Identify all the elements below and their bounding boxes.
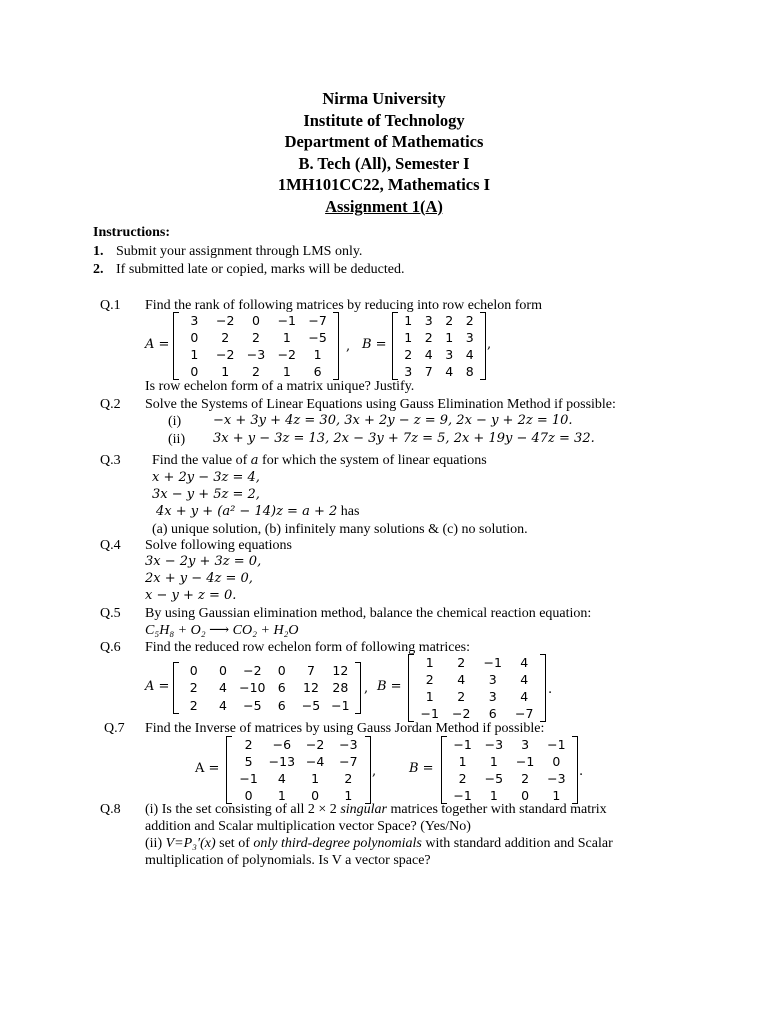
separator: , [487,337,492,352]
matrix-cell: 1 [489,754,498,769]
assignment-title: Assignment 1(A) [325,196,443,216]
matrix-cell: 0 [219,663,227,678]
matrix-cell: 3 [404,364,413,379]
matrix-label: A = [145,337,170,352]
instruction-text: If submitted late or copied, marks will be deducted. [116,262,405,277]
matrix-cell: 0 [190,364,199,379]
department-name: Department of Mathematics [284,132,484,151]
equation: −x + 3y + 4z = 30, 3x + 2y − z = 9, 2x − y + 2z = 10. [213,413,573,428]
matrix-cell: 4 [465,347,474,362]
instructions-title: Instructions: [93,225,171,240]
matrix-cell: 1 [311,771,320,786]
matrix-cell: −3 [339,737,358,752]
matrix-cell: 3 [465,330,474,345]
matrix-cell: 3 [445,347,454,362]
matrix-cell: 6 [277,680,286,696]
institute-name: Institute of Technology [303,110,465,130]
programme-name: B. Tech (All), Semester I [298,153,470,173]
matrix-cell: 0 [311,788,320,803]
question-number: Q.1 [100,298,121,313]
matrix-cell: −1 [453,737,472,752]
matrix-label: B = [409,761,434,776]
question-text-continued: multiplication of polynomials. Is V a vector space? [145,853,431,868]
matrix-cell: 5 [244,754,253,769]
matrix-cell: 2 [457,655,466,670]
matrix-cell: −4 [305,754,325,769]
equation: 3x − y + 5z = 2, [152,487,260,502]
matrix-cell: 1 [404,330,413,345]
matrix-cell: −2 [277,347,296,362]
matrix-cell: 2 [189,680,198,696]
matrix-cell: −2 [243,663,262,678]
matrix-cell: −2 [215,313,235,328]
question-number: Q.7 [104,721,125,736]
matrix-cell: 1 [489,788,498,803]
university-name: Nirma University [322,89,446,108]
matrix-cell: −1 [277,313,296,328]
matrix-cell: 4 [219,680,227,696]
matrix-cell: −5 [243,697,262,713]
matrix-cell: 0 [244,788,253,803]
matrix-cell: −5 [484,771,504,786]
instruction-text: Submit your assignment through LMS only. [116,244,363,259]
question-text-continued: addition and Scalar multiplication vector Space? (Yes/No) [145,819,471,834]
matrix-cell: 2 [252,330,260,345]
matrix-b [392,312,486,380]
matrix-b [441,736,578,804]
matrix-cell: 4 [445,364,454,379]
question-number: Q.3 [100,453,121,468]
matrix-cell: 3 [424,313,433,328]
matrix-cell: 1 [445,330,454,345]
matrix-cell: 6 [313,364,322,379]
matrix-cell: 3 [488,672,497,687]
matrix-cell: 4 [520,655,529,670]
question-text: Find the rank of following matrices by reducing into row echelon form [145,298,542,313]
question-number: Q.6 [100,640,121,655]
matrix-cell: −2 [215,347,235,362]
matrix-cell: −1 [239,771,258,786]
matrix-a [226,736,371,804]
course-name: 1MH101CC22, Mathematics I [277,175,491,194]
matrix-cell: 4 [277,771,286,786]
separator: . [548,682,553,697]
matrix-label: A = [145,679,170,694]
matrix-a [173,312,339,380]
matrix-cell: −3 [484,737,504,752]
matrix-cell: 4 [457,672,466,687]
matrix-cell: 2 [521,771,530,786]
separator: , [346,339,351,354]
matrix-label: B = [377,679,402,694]
matrix-a [173,662,361,714]
matrix-cell: 2 [445,313,454,328]
matrix-cell: −3 [246,347,266,362]
matrix-cell: 2 [189,697,198,713]
separator: , [364,681,369,696]
question-followup: Is row echelon form of a matrix unique? Justify. [145,379,415,394]
question-number: Q.4 [100,538,121,553]
matrix-cell: 2 [244,737,253,752]
matrix-cell: 3 [190,313,199,328]
matrix-cell: 2 [465,313,474,328]
question-text: Find the value of a for which the system of linear equations [152,453,487,468]
part-label: (i) [168,414,182,429]
matrix-cell: 6 [488,706,497,721]
matrix-cell: 2 [458,771,467,786]
matrix-cell: 28 [332,680,349,696]
matrix-cell: 0 [521,788,530,803]
question-number: Q.5 [100,606,121,621]
chemical-equation: C₅H₈ + O₂ ⟶ CO₂ + H₂O [145,623,299,638]
matrix-label: B = [362,337,387,352]
matrix-cell: 0 [277,663,286,678]
separator: . [579,764,584,779]
matrix-cell: −1 [453,788,472,803]
matrix-cell: 1 [221,364,230,379]
matrix-cell: 4 [520,689,529,704]
equation: 2x + y − 4z = 0, [145,571,253,586]
matrix-cell: 12 [332,663,349,678]
matrix-cell: −13 [268,754,296,769]
matrix-cell: 7 [424,364,433,379]
matrix-cell: 0 [189,663,198,678]
matrix-cell: 2 [425,672,434,687]
document-header [0,88,768,217]
matrix-cell: −1 [483,655,502,670]
matrix-cell: 4 [520,672,529,687]
matrix-cell: 1 [425,655,434,670]
matrix-cell: −1 [331,697,350,713]
matrix-cell: −1 [515,754,535,769]
matrix-cell: 1 [552,788,561,803]
question-text: Solve the Systems of Linear Equations using Gauss Elimination Method if possible: [145,397,616,412]
matrix-cell: −2 [452,706,471,721]
matrix-cell: 12 [303,680,319,696]
matrix-cell: 3 [488,689,497,704]
answer-options: (a) unique solution, (b) infinitely many solutions & (c) no solution. [152,522,528,537]
matrix-cell: 2 [252,364,260,379]
matrix-cell: 1 [190,347,199,362]
matrix-cell: 1 [282,364,291,379]
equation-line: 4x + y + (a² − 14)z = a + 2 has [156,504,360,519]
matrix-label: A = [195,761,220,776]
matrix-cell: 0 [552,754,561,769]
question-text: Solve following equations [145,538,292,553]
matrix-cell: −7 [515,706,534,721]
matrix-cell: 2 [424,330,433,345]
matrix-cell: −5 [308,330,327,345]
equation: x − y + z = 0. [145,588,237,603]
matrix-cell: −2 [305,737,325,752]
matrix-cell: −1 [547,737,566,752]
matrix-cell: 3 [521,737,530,752]
matrix-cell: 0 [252,313,260,328]
instruction-number: 1. [93,244,104,259]
question-text: Find the Inverse of matrices by using Gauss Jordan Method if possible: [145,721,545,736]
matrix-cell: −5 [301,697,321,713]
question-text: (ii) V=P₃′(x) set of only third-degree polynomials with standard addition and Scalar [145,836,613,851]
question-text: By using Gaussian elimination method, balance the chemical reaction equation: [145,606,592,621]
matrix-cell: 1 [404,313,413,328]
matrix-cell: 2 [457,689,466,704]
matrix-cell: −7 [339,754,358,769]
equation: 3x − 2y + 3z = 0, [145,554,262,569]
question-text: (i) Is the set consisting of all 2 × 2 singular matrices together with standard matrix [145,802,607,817]
matrix-cell: 8 [465,364,474,379]
matrix-cell: −3 [547,771,566,786]
matrix-cell: −10 [239,680,266,696]
matrix-b [408,654,546,722]
question-text: Find the reduced row echelon form of following matrices: [145,640,471,655]
matrix-cell: 0 [190,330,199,345]
matrix-cell: 1 [277,788,286,803]
matrix-cell: 1 [425,689,434,704]
question-number: Q.8 [100,802,121,817]
part-label: (ii) [168,432,186,447]
matrix-cell: 2 [221,330,230,345]
matrix-cell: 2 [404,347,413,362]
matrix-cell: −6 [272,737,292,752]
equation: 3x + y − 3z = 13, 2x − 3y + 7z = 5, 2x + 19y − 47z = 32. [213,431,595,446]
matrix-cell: 1 [344,788,353,803]
matrix-cell: 2 [344,771,353,786]
separator: , [372,764,377,779]
equation: x + 2y − 3z = 4, [152,470,260,485]
matrix-cell: 6 [277,697,286,713]
matrix-cell: 1 [313,347,322,362]
matrix-cell: 4 [219,697,227,713]
instruction-number: 2. [93,262,104,277]
question-number: Q.2 [100,397,121,412]
matrix-cell: 7 [307,663,315,678]
matrix-cell: 4 [424,347,433,362]
matrix-cell: 1 [458,754,467,769]
matrix-cell: −7 [308,313,327,328]
matrix-cell: 1 [282,330,291,345]
matrix-cell: −1 [420,706,439,721]
